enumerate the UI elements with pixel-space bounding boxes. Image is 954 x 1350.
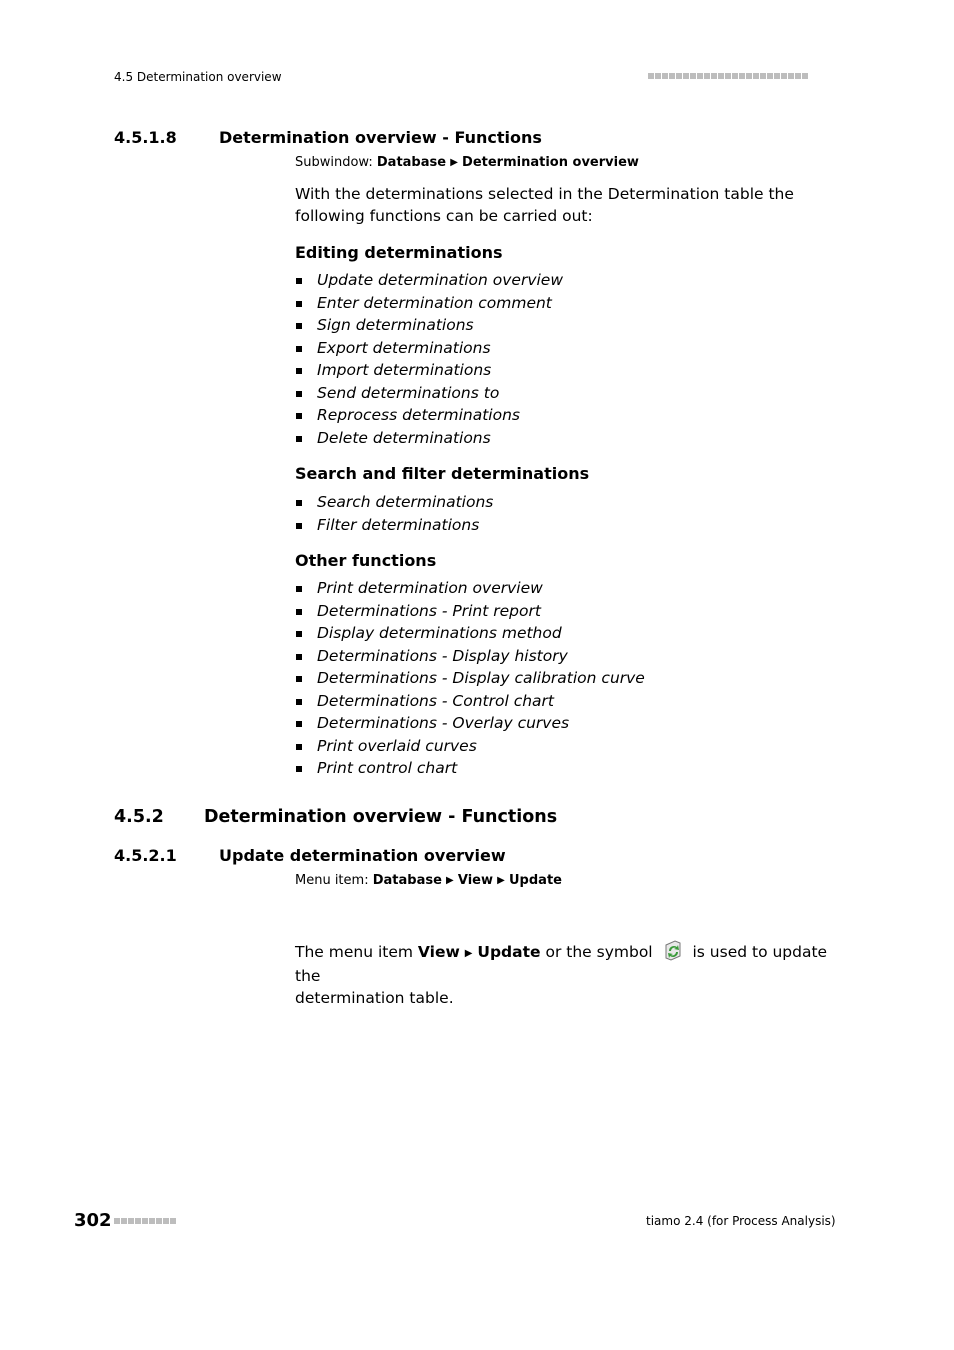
search-heading: Search and filter determinations: [295, 464, 590, 483]
header-decor-squares: [648, 73, 808, 79]
list-item: Reprocess determinations: [295, 404, 563, 427]
path-determination-overview: Determination overview: [462, 155, 639, 170]
other-list: [295, 577, 645, 780]
editing-heading: Editing determinations: [295, 243, 503, 262]
list-item: Enter determination comment: [295, 292, 563, 315]
list-item: Determinations - Overlay curves: [295, 712, 645, 735]
product-name: tiamo 2.4 (for Process Analysis): [646, 1214, 836, 1228]
text-pre: The menu item: [295, 943, 413, 961]
section-number: 4.5.2: [114, 807, 164, 827]
breadcrumb-arrow-icon: ▶: [446, 875, 454, 886]
path-update: Update: [509, 873, 562, 888]
editing-list: [295, 269, 563, 449]
breadcrumb-arrow-icon: ▶: [497, 875, 505, 886]
running-header-section: 4.5 Determination overview: [114, 70, 282, 84]
list-item: Filter determinations: [295, 514, 493, 537]
path-database: Database: [372, 873, 442, 888]
text-line2: determination table.: [295, 989, 454, 1007]
list-item: Determinations - Print report: [295, 600, 645, 623]
list-item: Sign determinations: [295, 314, 563, 337]
list-item: Display determinations method: [295, 622, 645, 645]
text-view: View: [417, 943, 460, 961]
other-heading: Other functions: [295, 551, 437, 570]
text-mid: or the symbol: [545, 943, 653, 961]
menu-item-path: [295, 873, 562, 888]
section-title: Update determination overview: [219, 846, 506, 865]
list-item: Send determinations to: [295, 382, 563, 405]
list-item: Update determination overview: [295, 269, 563, 292]
page-number: 302: [74, 1210, 112, 1231]
list-item: Determinations - Control chart: [295, 690, 645, 713]
section-title: Determination overview - Functions: [204, 807, 558, 827]
breadcrumb-arrow-icon: ▶: [464, 948, 473, 959]
list-item: Print overlaid curves: [295, 735, 645, 758]
list-item: Print determination overview: [295, 577, 645, 600]
list-item: Determinations - Display history: [295, 645, 645, 668]
text-post: is used to update the: [295, 943, 828, 985]
list-item: Import determinations: [295, 359, 563, 382]
update-paragraph: [295, 939, 835, 1009]
list-item: Search determinations: [295, 491, 493, 514]
intro-paragraph: With the determinations selected in the Determination table the following functions can be carried out:: [295, 185, 794, 225]
path-view: View: [457, 873, 494, 888]
breadcrumb-arrow-icon: ▶: [450, 157, 458, 168]
list-item: Export determinations: [295, 337, 563, 360]
list-item: Print control chart: [295, 757, 645, 780]
subwindow-path: [295, 155, 639, 170]
search-list: [295, 491, 493, 536]
refresh-icon: [662, 939, 684, 961]
footer-decor-squares: [114, 1218, 176, 1224]
path-label: Menu item:: [295, 873, 369, 888]
section-number: 4.5.2.1: [114, 846, 177, 865]
section-number: 4.5.1.8: [114, 128, 177, 147]
section-title: Determination overview - Functions: [219, 128, 542, 147]
list-item: Determinations - Display calibration curve: [295, 667, 645, 690]
text-update: Update: [477, 943, 541, 961]
list-item: Delete determinations: [295, 427, 563, 450]
path-database: Database: [376, 155, 447, 170]
path-label: Subwindow:: [295, 155, 373, 170]
